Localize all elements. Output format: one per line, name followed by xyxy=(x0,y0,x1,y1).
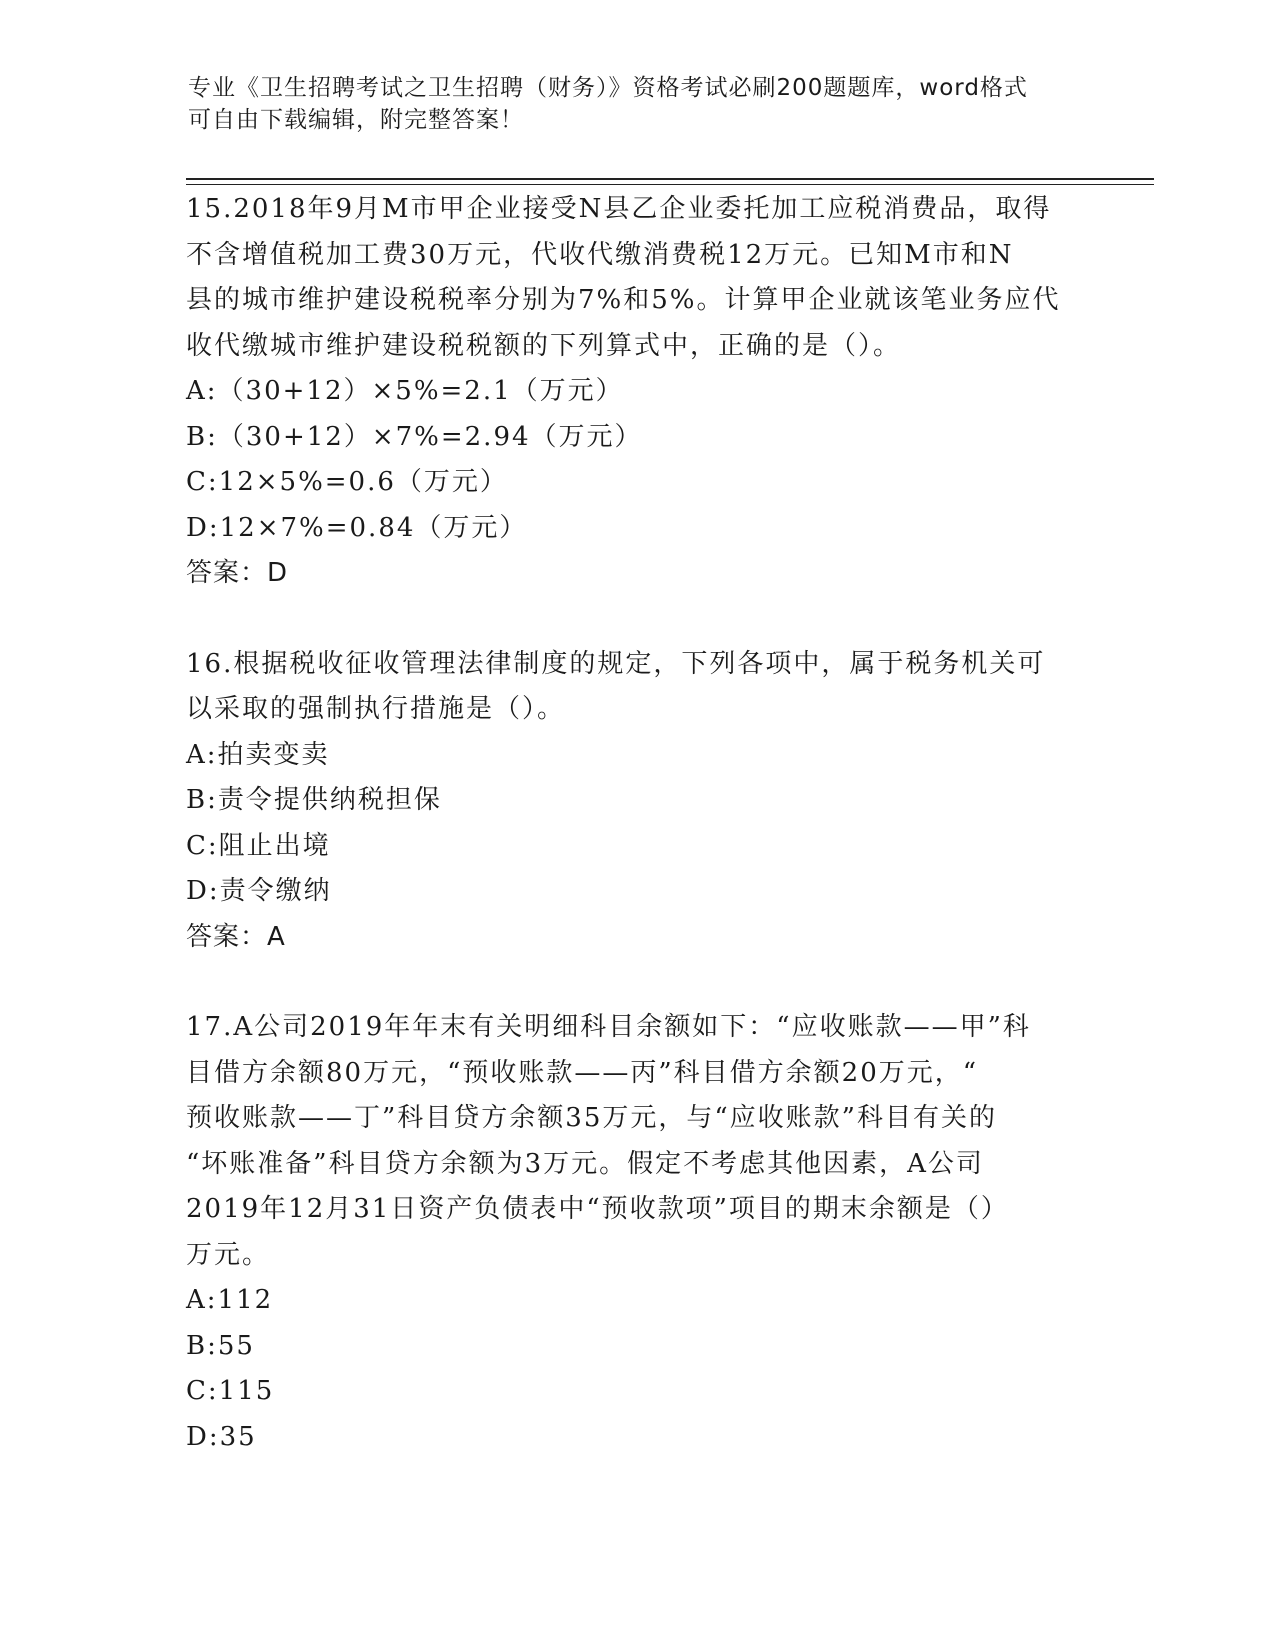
header-divider-thin xyxy=(186,184,1154,185)
option-b: B:55 xyxy=(186,1330,255,1361)
question-list xyxy=(186,187,1086,1460)
question-text-line: “坏账准备”科目贷方余额为3万元。假定不考虑其他因素，A公司 xyxy=(186,1148,984,1179)
question-text-line: 万元。 xyxy=(186,1239,271,1270)
header-divider-thick xyxy=(186,178,1154,180)
answer-label: 答案：D xyxy=(186,558,289,588)
question-text-line: 预收账款——丁”科目贷方余额35万元，与“应收账款”科目有关的 xyxy=(186,1103,997,1133)
question-text-line: 目借方余额80万元，“预收账款——丙”科目借方余额20万元，“ xyxy=(186,1057,979,1088)
option-c: C:115 xyxy=(186,1376,275,1406)
header-line-1: 专业《卫生招聘考试之卫生招聘（财务）》资格考试必刷200题题库，word格式 xyxy=(188,75,1028,101)
question-spacer xyxy=(186,960,1086,1005)
option-d: D:12×7%=0.84（万元） xyxy=(186,512,528,543)
question-15 xyxy=(186,187,1086,597)
question-text-line: 县的城市维护建设税税率分别为7%和5%。计算甲企业就该笔业务应代 xyxy=(186,285,1061,315)
option-a: A:112 xyxy=(186,1285,274,1315)
question-text-line: 以采取的强制执行措施是（）。 xyxy=(186,694,566,724)
question-spacer xyxy=(186,597,1086,642)
question-16 xyxy=(186,642,1086,961)
question-17 xyxy=(186,1005,1086,1460)
option-c: C:阻止出境 xyxy=(186,830,331,861)
question-text-line: 不含增值税加工费30万元，代收代缴消费税12万元。已知M市和N xyxy=(186,239,1014,270)
question-text-line: 15.2018年9月M市甲企业接受N县乙企业委托加工应税消费品，取得 xyxy=(186,194,1052,224)
option-b: B:（30+12）×7%=2.94（万元） xyxy=(186,421,643,452)
question-text-line: 16.根据税收征收管理法律制度的规定，下列各项中，属于税务机关可 xyxy=(186,648,1046,679)
option-c: C:12×5%=0.6（万元） xyxy=(186,467,508,497)
option-d: D:责令缴纳 xyxy=(186,876,332,906)
option-b: B:责令提供纳税担保 xyxy=(186,785,442,815)
answer-label: 答案：A xyxy=(186,921,286,952)
option-d: D:35 xyxy=(186,1421,257,1452)
question-text-line: 17.A公司2019年年末有关明细科目余额如下：“应收账款——甲”科 xyxy=(186,1012,1031,1042)
document-header xyxy=(188,72,1068,136)
question-text-line: 收代缴城市维护建设税税额的下列算式中，正确的是（）。 xyxy=(186,330,902,361)
option-a: A:（30+12）×5%=2.1（万元） xyxy=(186,376,624,406)
header-line-2: 可自由下载编辑，附完整答案！ xyxy=(188,107,524,133)
option-a: A:拍卖变卖 xyxy=(186,739,330,770)
question-text-line: 2019年12月31日资产负债表中“预收款项”项目的期末余额是（） xyxy=(186,1194,1009,1224)
